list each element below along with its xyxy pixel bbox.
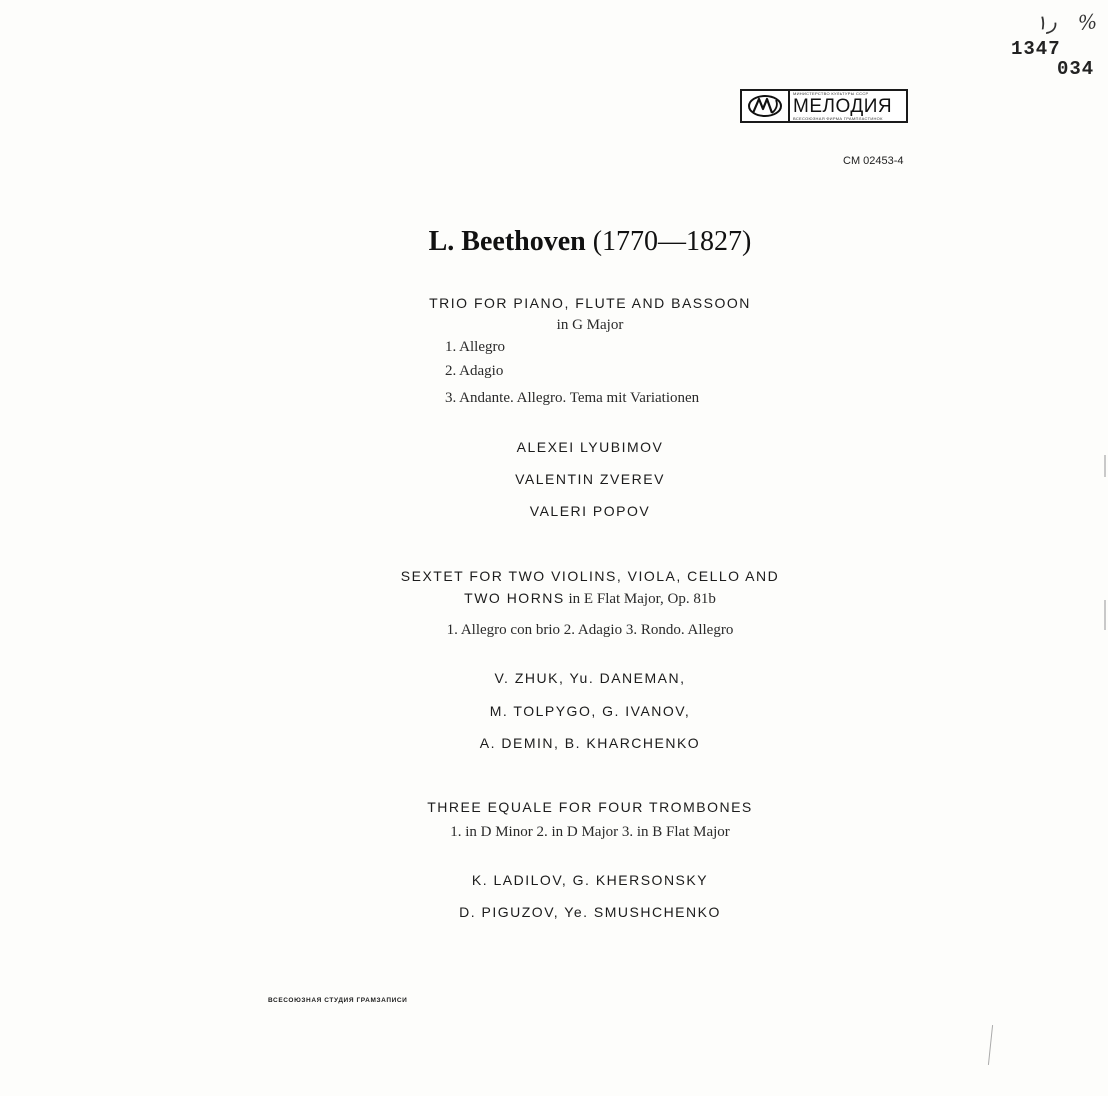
composer-dates: (1770—1827) bbox=[592, 226, 752, 257]
movement-item: 1. Allegro bbox=[445, 339, 505, 355]
work-key-sextet: in E Flat Major, Op. 81b bbox=[564, 591, 716, 607]
logo-name: МЕЛОДИЯ bbox=[793, 95, 893, 117]
performer-line: ALEXEI LYUBIMOV bbox=[516, 439, 664, 455]
movement-list-sextet: 1. Allegro con brio 2. Adagio 3. Rondo. Allegro bbox=[446, 622, 734, 638]
melodiya-emblem-icon bbox=[742, 91, 790, 121]
work-key-trio: in G Major bbox=[556, 317, 624, 333]
work-title-sextet-line2 bbox=[0, 590, 1108, 608]
movement-list-equale: 1. in D Minor 2. in D Major 3. in B Flat Major bbox=[450, 824, 730, 840]
logo-top-text: МИНИСТЕРСТВО КУЛЬТУРЫ СССР bbox=[793, 91, 869, 96]
catalog-number: CM 02453-4 bbox=[843, 155, 904, 167]
studio-credit: ВСЕСОЮЗНАЯ СТУДИЯ ГРАМЗАПИСИ bbox=[268, 997, 408, 1004]
stamp-number-bottom: 034 bbox=[1057, 58, 1095, 80]
edge-scuff bbox=[988, 1025, 993, 1065]
movement-item: 2. Adagio bbox=[445, 363, 504, 379]
performer-line: V. ZHUK, Yu. DANEMAN, bbox=[494, 670, 686, 686]
performer-line: VALERI POPOV bbox=[529, 503, 651, 519]
work-title-sextet-caps: TWO HORNS bbox=[464, 590, 565, 606]
edge-scuff bbox=[1104, 455, 1106, 477]
work-title-equale: THREE EQUALE FOR FOUR TROMBONES bbox=[427, 799, 753, 815]
work-title-sextet: SEXTET FOR TWO VIOLINS, VIOLA, CELLO AND bbox=[400, 568, 780, 584]
handwritten-mark: % bbox=[1076, 9, 1099, 35]
work-title-trio: TRIO FOR PIANO, FLUTE AND BASSOON bbox=[429, 295, 751, 311]
composer-title bbox=[0, 226, 1108, 258]
logo-bottom-text: ВСЕСОЮЗНАЯ ФИРМА ГРАМПЛАСТИНОК bbox=[793, 116, 883, 121]
movement-item: 3. Andante. Allegro. Tema mit Variationen bbox=[445, 390, 700, 406]
stamp-number-top: 1347 bbox=[1011, 38, 1061, 60]
composer-name: L. Beethoven bbox=[428, 226, 586, 257]
performer-line: K. LADILOV, G. KHERSONSKY bbox=[471, 872, 709, 888]
performer-line: VALENTIN ZVEREV bbox=[515, 471, 665, 487]
handwritten-mark: ر١ bbox=[1034, 8, 1058, 36]
performer-line: M. TOLPYGO, G. IVANOV, bbox=[489, 703, 691, 719]
performer-line: D. PIGUZOV, Ye. SMUSHCHENKO bbox=[459, 904, 721, 920]
edge-scuff bbox=[1104, 600, 1106, 630]
performer-line: A. DEMIN, B. KHARCHENKO bbox=[479, 735, 701, 751]
melodiya-logo bbox=[740, 89, 908, 123]
